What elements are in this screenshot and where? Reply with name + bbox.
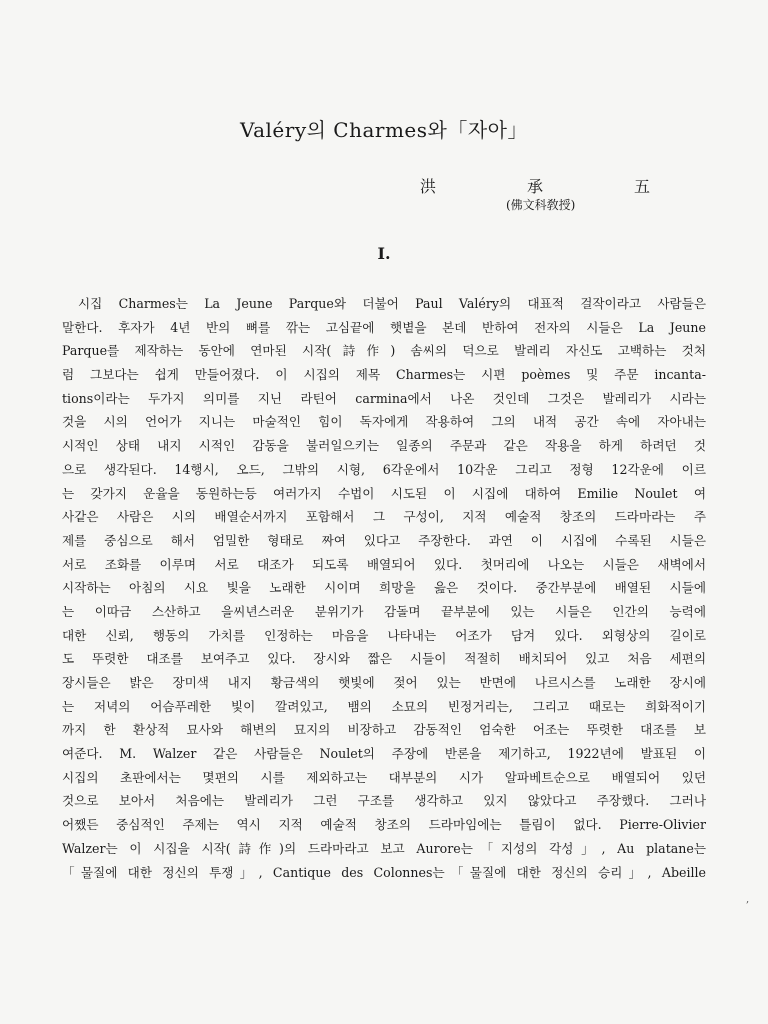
body-line: 시적인 상태 내지 시적인 감동을 불러일으키는 일종의 주문과 같은 작용을 하게 하려던 것 [62, 438, 706, 454]
body-line: 것을 시의 언어가 지니는 마술적인 힘이 독자에게 작용하여 그의 내적 공간 속에 자아내는 [62, 414, 706, 430]
author-char-2: 承 [526, 177, 543, 196]
body-line: 서로 조화를 이루며 서로 대조가 되도록 배열되어 있다. 첫머리에 나오는 시들은 새벽에서 [62, 556, 706, 572]
body-line: 는 이따금 스산하고 을씨년스러운 분위기가 감돌며 끝부분에 있는 시들은 인간의 능력에 [62, 603, 706, 619]
body-line: 것으로 보아서 처음에는 발레리가 그런 구조를 생각하고 있지 않았다고 주장했다. 그러나 [62, 793, 706, 809]
body-line: 는 저녁의 어슴푸레한 빛이 깔려있고, 뱀의 소묘의 빈정거리는, 그리고 때로는 희화적이기 [62, 698, 706, 714]
body-line: 시집 Charmes는 La Jeune Parque와 더불어 Paul Valéry의 대표적 걸작이라고 사람들은 [78, 296, 706, 311]
body-line: 장시들은 밝은 장미색 내지 황금색의 햇빛에 젖어 있는 반면에 나르시스를 노래한 장시에 [62, 675, 706, 690]
body-line: 제를 중심으로 해서 엄밀한 형태로 짜여 있다고 주장한다. 과연 이 시집에 수록된 시들은 [62, 532, 706, 548]
body-line: tions이라는 두가지 의미를 지닌 라틴어 carmina에서 나온 것인데 그것은 발레리가 시라는 [62, 390, 706, 406]
scan-mark: , [746, 894, 750, 905]
body-line: 럼 그보다는 쉽게 만들어졌다. 이 시집의 제목 Charmes는 시편 poèmes 및 주문 incanta- [62, 367, 706, 383]
body-line: 대한 신뢰, 행동의 가치를 인정하는 마음을 나타내는 어조가 담겨 있다. 외형상의 길이로 [62, 627, 706, 643]
author-char-3: 五 [633, 177, 650, 196]
body-line: Walzer는 이 시집을 시작(詩作)의 드라마라고 보고 Aurore는「지성의 각성」, Au platane는 [62, 840, 706, 856]
body-line: 사같은 사람은 시의 배열순서까지 포함해서 그 구성이, 지적 예술적 창조의 드라마라는 주 [62, 509, 706, 525]
article-title: Valéry의 Charmes와「자아」 [240, 118, 528, 142]
body-line: 어쨌든 중심적인 주제는 역시 지적 예술적 창조의 드라마임에는 틀림이 없다. Pierre-Olivier [62, 817, 706, 833]
body-line: 여준다. M. Walzer 같은 사람들은 Noulet의 주장에 반론을 제기하고, 1922년에 발표된 이 [62, 746, 706, 762]
body-line: 까지 한 환상적 묘사와 해변의 묘지의 비장하고 감동적인 엄숙한 어조는 뚜렷한 대조를 보 [62, 722, 706, 738]
body-line: 「물질에 대한 정신의 투쟁」, Cantique des Colonnes는「물질에 대한 정신의 승리」, Abeille [62, 864, 706, 880]
author-name [420, 174, 650, 197]
body-line: 시집의 초판에서는 몇편의 시를 제외하고는 대부분의 시가 알파베트순으로 배열되어 있던 [62, 769, 706, 785]
body-line: Parque를 제작하는 동안에 연마된 시작(詩作) 솜씨의 덕으로 발레리 자신도 고백하는 것처 [62, 343, 706, 359]
author-char-1: 洪 [420, 177, 437, 196]
body-line: 도 뚜렷한 대조를 보여주고 있다. 장시와 짧은 시들이 적절히 배치되어 있고 처음 세편의 [62, 651, 706, 667]
body-line: 말한다. 후자가 4년 반의 뼈를 깎는 고심끝에 햇볕을 본데 반하여 전자의 시들은 La Jeune [62, 319, 706, 335]
section-heading: I. [377, 244, 391, 263]
author-affiliation: (佛文科敎授) [506, 198, 576, 212]
body-line: 는 갖가지 운율을 동원하는등 여러가지 수법이 시도된 이 시집에 대하여 Emilie Noulet 여 [62, 485, 706, 501]
body-text [62, 292, 706, 884]
body-line: 시작하는 아침의 시요 빛을 노래한 시이며 희망을 읊은 것이다. 중간부분에 배열된 시들에 [62, 580, 706, 596]
body-line: 으로 생각된다. 14행시, 오드, 그밖의 시형, 6각운에서 10각운 그리고 정형 12각운에 이르 [62, 461, 706, 477]
